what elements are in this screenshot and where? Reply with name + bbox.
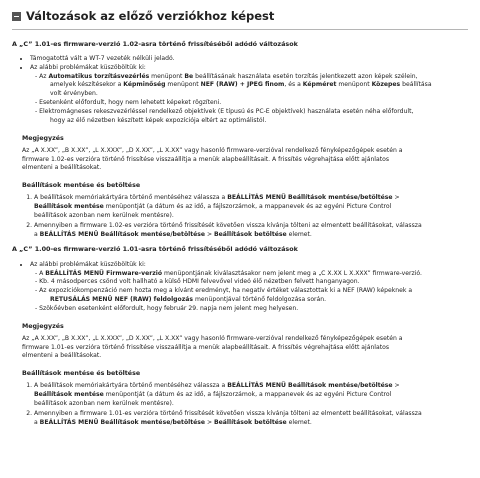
list-item: • Támogatottá vált a WT-7 vezeték nélküli jeladó. <box>30 55 468 64</box>
text-run: menüpont <box>149 72 185 80</box>
text-run: > <box>392 382 400 390</box>
text-run: menüpontjának kiválasztásakor nem jelent meg a „C X.XX L X.XXX” firmware-verzió. <box>162 269 422 277</box>
menu-term: BEÁLLÍTÁS MENÜ Beállítások mentése/betöltése <box>39 230 206 238</box>
menu-term: Beállítások mentése <box>34 391 104 399</box>
text-run: beállítása <box>400 81 432 89</box>
text-run: beállítások azonban nem kerülnek mentésre). <box>34 211 174 219</box>
text-run: > <box>205 418 215 426</box>
step-item <box>34 382 468 408</box>
text-run: > <box>205 230 215 238</box>
text-run: menüpontjával történő feldolgozása során. <box>193 296 327 304</box>
collapse-icon[interactable] <box>12 12 21 21</box>
text-run: a <box>34 230 40 238</box>
text-run: a <box>34 418 40 426</box>
fix-item <box>30 108 468 126</box>
text-run: Amennyiben a firmware 1.01-es verzióra történő frissítését követően vissza kívánja tölteni az elmentett beállításokat, válassza <box>34 409 422 417</box>
menu-term: Képminőség <box>123 81 166 89</box>
save-load-heading: Beállítások mentése és betöltése <box>22 182 141 190</box>
section-1-01 <box>12 245 468 427</box>
text-run: - Az <box>35 72 49 80</box>
save-load-heading: Beállítások mentése és betöltése <box>22 370 141 378</box>
text-run: - Az expozíciókompenzáció nem hozta meg a kívánt eredményt, ha negatív értéket választottak ki a NEF (RAW) képeknek a <box>35 287 413 295</box>
menu-term: BEÁLLÍTÁS MENÜ Beállítások mentése/betöltése <box>227 194 393 202</box>
list-item-text: Az alábbi problémákat küszöböltük ki: <box>30 260 146 268</box>
list-item <box>30 261 468 314</box>
text-run: beállítások azonban nem kerülnek mentésre). <box>34 400 174 408</box>
text-run: Az „A X.XX”, „B X.XX”, „L X.XXX”, „D X.XX”, „L X.XX” vagy hasonló firmware-verzióval rendelkező fényképezőgépek esetén a <box>22 334 403 342</box>
text-run: menüpontját (a dátum és az idő, a fájlszorzámok, a mappanevek és az egyéni Picture Control <box>103 391 392 399</box>
text-run: Az „A X.XX”, „B X.XX”, „L X.XXX”, „D X.XX”, „L X.XX” vagy hasonló firmware-verzióval rendelkező fényképezőgépek esetén a <box>22 146 403 154</box>
text-run: elmenteni a beállításokat. <box>22 352 102 360</box>
menu-term: Beállítások betöltése <box>214 230 287 238</box>
list-item-text: Az alábbi problémákat küszöböltük ki: <box>30 63 146 71</box>
text-run: firmware 1.02-es verzióra történő frissítése visszaállítja a menük alapbeállításait. A frissítés végrehajtása előtt ajánlatos <box>22 155 390 163</box>
page-title: Változások az előző verziókhoz képest <box>26 9 275 23</box>
text-run: menüpont <box>165 81 201 89</box>
menu-term: Be <box>184 72 194 80</box>
text-run: volt érvényben. <box>50 90 98 98</box>
fix-item: - Esetenként előfordult, hogy nem lehetett képeket rögzíteni. <box>35 99 222 107</box>
steps-list <box>12 382 468 427</box>
menu-term: RETUSÁLÁS MENÜ NEF (RAW) feldolgozás <box>50 296 194 304</box>
text-run: , és a <box>284 81 303 89</box>
section-1-02 <box>12 40 468 240</box>
menu-term: BEÁLLÍTÁS MENÜ Beállítások mentése/betöltése <box>39 418 206 426</box>
text-run: hogy az élő nézetben készített képek expozíciója eltért az optimálistól. <box>50 116 267 124</box>
menu-term: Képméret <box>302 81 337 89</box>
menu-term: BEÁLLÍTÁS MENÜ Beállítások mentése/betöltése <box>227 382 393 390</box>
fix-item: - Szökőévben esetenként előfordult, hogy február 29. napja nem jelent meg helyesen. <box>35 304 299 312</box>
fix-item: - Kb. 4 másodperces csönd volt hallható a külső HDMI felvevővel videó élő nézetben felvett hanganyagon. <box>35 278 360 286</box>
page-header <box>12 8 468 30</box>
text-run: A beállítások memóriakártyára történő mentéséhez válassza a <box>34 382 228 390</box>
menu-term: Beállítások mentése <box>34 203 104 211</box>
menu-term: Beállítások betöltése <box>214 418 287 426</box>
text-run: menüpont <box>336 81 372 89</box>
note-heading: Megjegyzés <box>22 322 64 330</box>
text-run: firmware 1.01-es verzióra történő frissítése visszaállítja a menük alapbeállításait. A frissítés végrehajtása előtt ajánlatos <box>22 343 390 351</box>
list-item <box>30 64 468 126</box>
change-list <box>12 261 468 314</box>
menu-term: Közepes <box>371 81 401 89</box>
text-run: elemet. <box>286 230 312 238</box>
text-run: > <box>392 194 400 202</box>
steps-list <box>12 194 468 239</box>
change-list <box>12 55 468 126</box>
section-title: A „C” 1.01-es firmware-verzió 1.02-asra történő frissítéséből adódó változások <box>12 39 298 48</box>
text-run: - A <box>35 269 46 277</box>
text-run: amelyek készítésekor a <box>50 81 124 89</box>
step-item <box>34 222 468 240</box>
fix-item <box>30 73 468 99</box>
text-run: beállításának használata esetén torzítás jelentkezett azon képek szélein, <box>193 72 418 80</box>
text-run: A beállítások memóriakártyára történő mentéséhez válassza a <box>34 194 228 202</box>
menu-term: NEF (RAW) + JPEG finom <box>200 81 285 89</box>
text-run: elemet. <box>286 418 312 426</box>
note-heading: Megjegyzés <box>22 134 64 142</box>
fix-item <box>30 287 468 305</box>
text-run: menüpontját (a dátum és az idő, a fájlszorzámok, a mappanevek és az egyéni Picture Control <box>103 203 392 211</box>
note-text <box>22 147 468 173</box>
note-text <box>22 335 468 361</box>
step-item <box>34 410 468 428</box>
text-run: elmenteni a beállításokat. <box>22 164 102 172</box>
text-run: - Elektromágneses rekeszvezérléssel rendelkező objektívek (E típusú és PC-E objektívek) használata esetén néha előfordult, <box>35 107 414 115</box>
menu-term: Automatikus torzításvezérlés <box>48 72 150 80</box>
step-item <box>34 194 468 220</box>
section-title: A „C” 1.00-es firmware-verzió 1.01-asra történő frissítéséből adódó változások <box>12 245 298 254</box>
text-run: Amennyiben a firmware 1.02-es verzióra történő frissítését követően vissza kívánja tölteni az elmentett beállításokat, válassza <box>34 221 422 229</box>
menu-term: BEÁLLÍTÁS MENÜ Firmware-verzió <box>45 269 163 277</box>
